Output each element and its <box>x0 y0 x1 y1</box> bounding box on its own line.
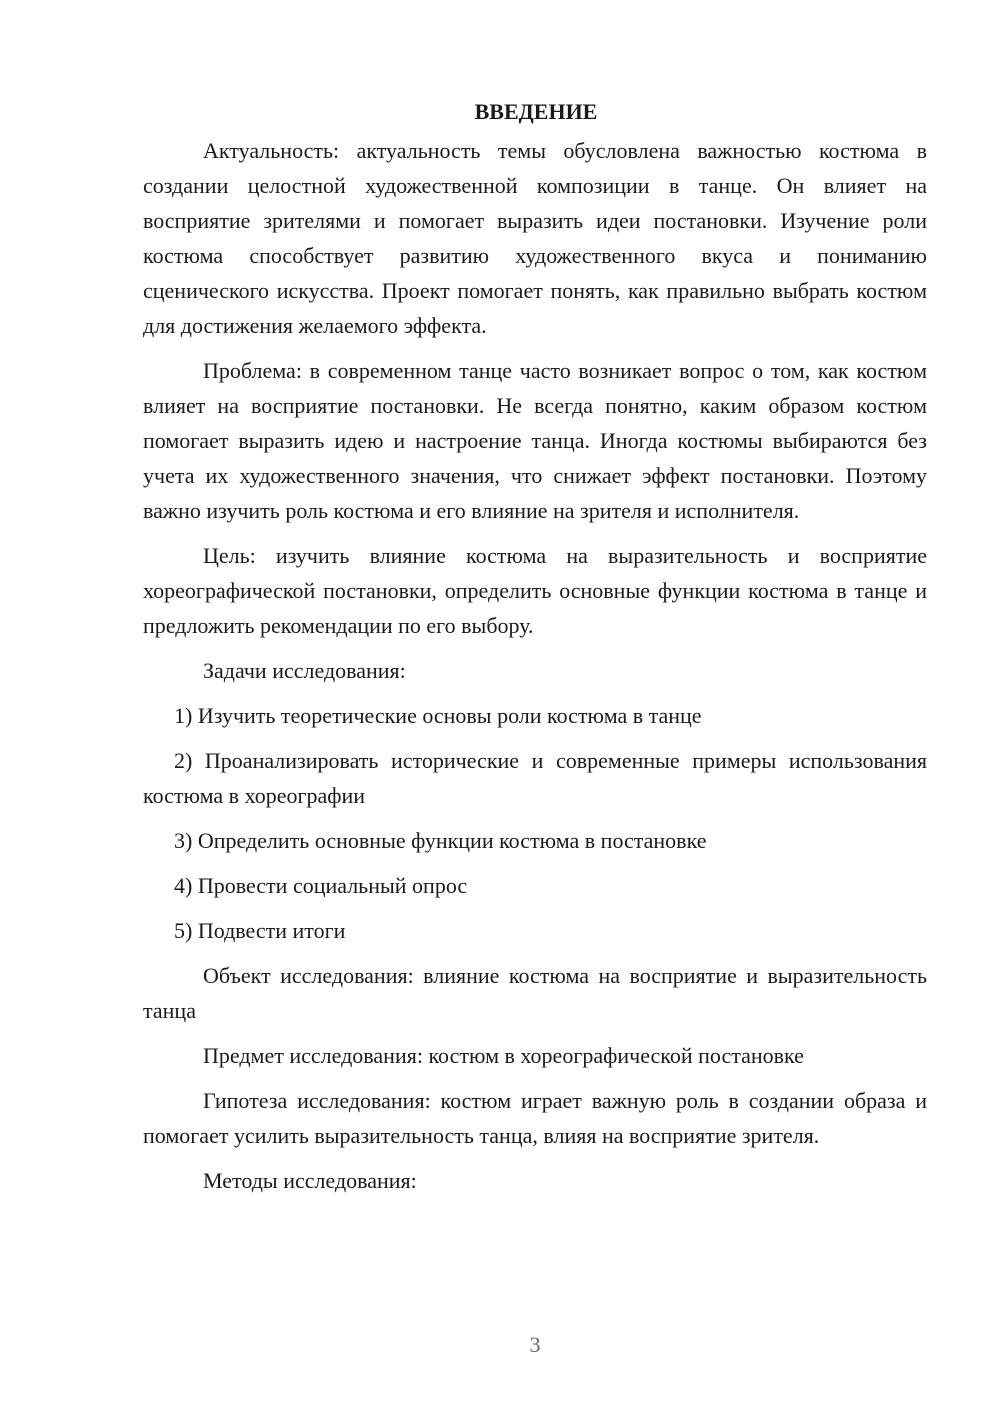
relevance-paragraph: Актуальность: актуальность темы обусловлена важностью костюма в создании целостной художественной композиции в танце. Он влияет на восприятие зрителями и помогает выразить идеи постановки. Изучение роли костюма способствует развитию художественного вкуса и пониманию сценического искусства. Проект помогает понять, как правильно выбрать костюм для достижения желаемого эффекта. <box>143 138 927 338</box>
task-item-5: 5) Подвести итоги <box>174 918 346 943</box>
page-number: 3 <box>529 1332 541 1357</box>
object-paragraph: Объект исследования: влияние костюма на восприятие и выразительность танца <box>143 963 927 1023</box>
task-item-1: 1) Изучить теоретические основы роли костюма в танце <box>174 703 702 728</box>
subject-paragraph: Предмет исследования: костюм в хореографической постановке <box>203 1043 804 1068</box>
problem-paragraph: Проблема: в современном танце часто возникает вопрос о том, как костюм влияет на восприятие постановки. Не всегда понятно, каким образом костюм помогает выразить идею и настроение танца. Иногда костюмы выбираются без учета их художественного значения, что снижает эффект постановки. Поэтому важно изучить роль костюма и его влияние на зрителя и исполнителя. <box>143 358 927 523</box>
methods-heading: Методы исследования: <box>203 1168 417 1193</box>
document-body <box>143 94 927 1208</box>
tasks-heading: Задачи исследования: <box>203 658 406 683</box>
goal-paragraph: Цель: изучить влияние костюма на выразительность и восприятие хореографической постановки, определить основные функции костюма в танце и предложить рекомендации по его выбору. <box>143 543 927 638</box>
hypothesis-paragraph: Гипотеза исследования: костюм играет важную роль в создании образа и помогает усилить выразительность танца, влияя на восприятие зрителя. <box>143 1088 927 1148</box>
task-item-4: 4) Провести социальный опрос <box>174 873 468 898</box>
task-item-3: 3) Определить основные функции костюма в постановке <box>174 828 707 853</box>
section-title: ВВЕДЕНИЕ <box>474 99 598 124</box>
task-item-2: 2) Проанализировать исторические и современные примеры использования костюма в хореографии <box>143 748 927 808</box>
